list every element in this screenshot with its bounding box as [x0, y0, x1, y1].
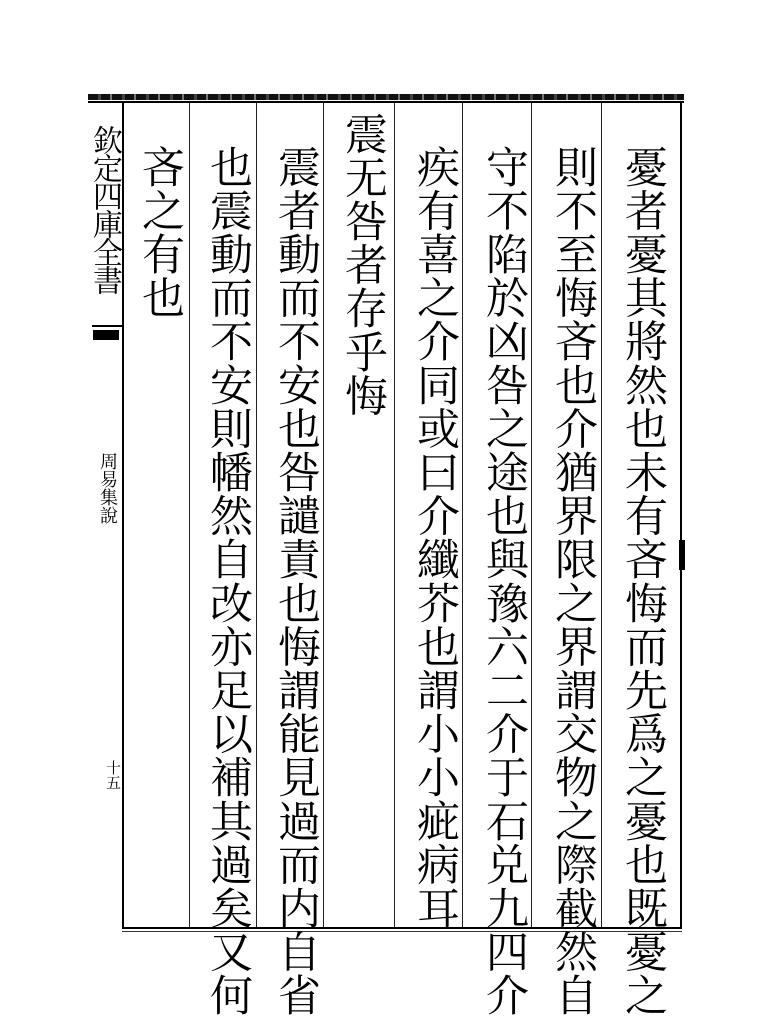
top-border — [88, 94, 684, 100]
fish-tail-line — [92, 325, 122, 327]
collection-title: 欽定四庫全書 — [87, 125, 122, 293]
text-column-4: 疾有喜之介同或曰介纖芥也謂小小疵病耳 — [410, 145, 460, 930]
text-column-6: 震者動而不安也咎譴責也悔謂能見過而内自省 — [271, 145, 321, 1017]
page-number: 十五 — [104, 760, 122, 790]
margin-divider — [122, 103, 124, 927]
top-border-line — [88, 101, 684, 103]
fish-tail-mark — [93, 330, 119, 354]
text-column-7: 也震動而不安則幡然自改亦足以補其過矣又何 — [203, 145, 253, 1017]
text-column-1: 憂者憂其將然也未有吝悔而先爲之憂也既憂之 — [618, 145, 668, 1017]
text-column-2: 則不至悔吝也介猶界限之界謂交物之際截然自 — [548, 145, 598, 1017]
right-border — [680, 103, 682, 927]
text-column-3: 守不陷於凶咎之途也與豫六二介于石兑九四介 — [479, 145, 529, 1017]
text-column-8: 吝之有也 — [135, 145, 185, 320]
column-divider — [394, 103, 395, 927]
right-margin-mark — [679, 540, 685, 570]
scripture-heading: 震无咎者存乎悔 — [338, 112, 388, 418]
book-title: 周易集說 — [97, 452, 118, 524]
